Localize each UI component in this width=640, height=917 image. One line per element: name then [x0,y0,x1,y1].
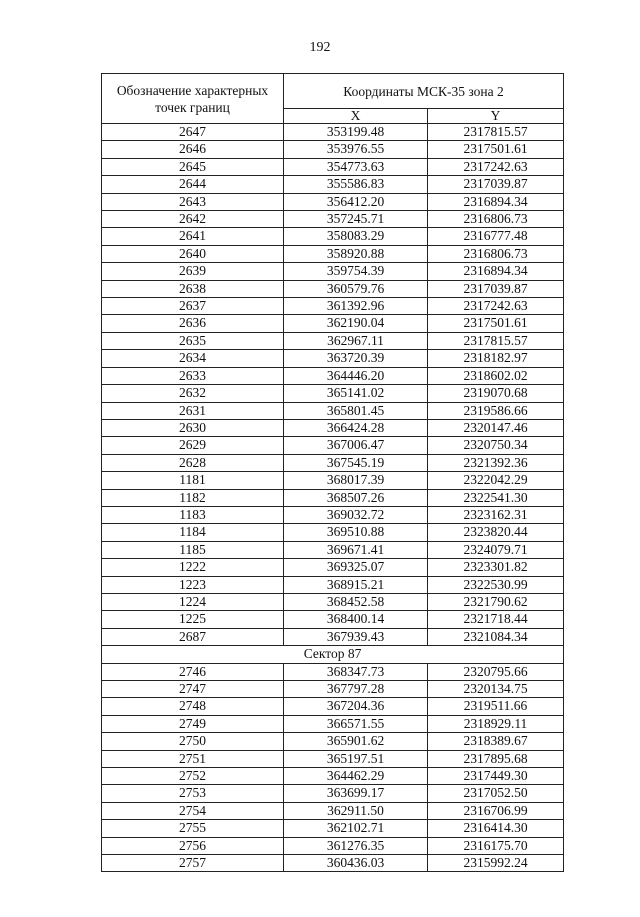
x-cell: 362911.50 [284,802,428,819]
table-row [102,245,564,262]
point-id-cell: 2747 [102,681,284,698]
point-id-cell: 1223 [102,576,284,593]
y-cell: 2319070.68 [428,385,564,402]
table-row [102,141,564,158]
y-cell: 2317449.30 [428,768,564,785]
x-cell: 367939.43 [284,628,428,645]
x-cell: 354773.63 [284,158,428,175]
point-id-cell: 2643 [102,193,284,210]
y-cell: 2316175.70 [428,837,564,854]
table-row [102,298,564,315]
sector-label: Сектор 87 [102,646,564,663]
x-cell: 367797.28 [284,681,428,698]
point-id-cell: 2642 [102,211,284,228]
point-id-cell: 2748 [102,698,284,715]
table-row [102,802,564,819]
x-cell: 369510.88 [284,524,428,541]
point-id-cell: 2645 [102,158,284,175]
x-cell: 369032.72 [284,506,428,523]
x-cell: 366424.28 [284,419,428,436]
x-cell: 357245.71 [284,211,428,228]
y-cell: 2317501.61 [428,315,564,332]
point-id-cell: 1181 [102,472,284,489]
y-cell: 2317895.68 [428,750,564,767]
table-row [102,611,564,628]
table-row [102,280,564,297]
x-cell: 367204.36 [284,698,428,715]
x-cell: 358920.88 [284,245,428,262]
y-cell: 2316806.73 [428,245,564,262]
x-cell: 368017.39 [284,472,428,489]
table-row [102,837,564,854]
y-cell: 2317242.63 [428,158,564,175]
y-cell: 2316806.73 [428,211,564,228]
point-id-cell: 2640 [102,245,284,262]
table-row [102,785,564,802]
y-cell: 2320147.46 [428,419,564,436]
point-id-cell: 2629 [102,437,284,454]
x-cell: 358083.29 [284,228,428,245]
table-row [102,367,564,384]
header-x: X [284,109,428,124]
table-row [102,559,564,576]
y-cell: 2322530.99 [428,576,564,593]
y-cell: 2318602.02 [428,367,564,384]
x-cell: 368507.26 [284,489,428,506]
table-row [102,419,564,436]
table-row [102,385,564,402]
table-body-sector [102,663,564,872]
y-cell: 2321084.34 [428,628,564,645]
point-id-cell: 2638 [102,280,284,297]
point-id-cell: 2756 [102,837,284,854]
point-id-cell: 2631 [102,402,284,419]
point-id-cell: 2639 [102,263,284,280]
table-row [102,820,564,837]
point-id-cell: 2749 [102,715,284,732]
x-cell: 361276.35 [284,837,428,854]
table-row [102,158,564,175]
x-cell: 355586.83 [284,176,428,193]
x-cell: 353199.48 [284,124,428,141]
x-cell: 365901.62 [284,733,428,750]
point-id-cell: 2687 [102,628,284,645]
x-cell: 363720.39 [284,350,428,367]
y-cell: 2322042.29 [428,472,564,489]
point-id-cell: 2634 [102,350,284,367]
x-cell: 359754.39 [284,263,428,280]
y-cell: 2318929.11 [428,715,564,732]
x-cell: 364462.29 [284,768,428,785]
table-row [102,715,564,732]
y-cell: 2316706.99 [428,802,564,819]
x-cell: 367545.19 [284,454,428,471]
table-row [102,506,564,523]
table-row [102,489,564,506]
x-cell: 364446.20 [284,367,428,384]
point-id-cell: 2754 [102,802,284,819]
header-point-name: Обозначение характерных точек границ [102,74,284,124]
y-cell: 2316894.34 [428,263,564,280]
x-cell: 368400.14 [284,611,428,628]
point-id-cell: 1182 [102,489,284,506]
y-cell: 2321392.36 [428,454,564,471]
x-cell: 362190.04 [284,315,428,332]
table-row [102,855,564,872]
x-cell: 369325.07 [284,559,428,576]
y-cell: 2318182.97 [428,350,564,367]
point-id-cell: 2750 [102,733,284,750]
y-cell: 2317039.87 [428,280,564,297]
sector-row [102,646,564,663]
y-cell: 2315992.24 [428,855,564,872]
table-row [102,472,564,489]
x-cell: 363699.17 [284,785,428,802]
point-id-cell: 2630 [102,419,284,436]
point-id-cell: 2646 [102,141,284,158]
point-id-cell: 1184 [102,524,284,541]
table-row [102,698,564,715]
y-cell: 2316414.30 [428,820,564,837]
y-cell: 2320134.75 [428,681,564,698]
x-cell: 360579.76 [284,280,428,297]
point-id-cell: 1222 [102,559,284,576]
table-row [102,681,564,698]
point-id-cell: 2628 [102,454,284,471]
table-row [102,663,564,680]
y-cell: 2316894.34 [428,193,564,210]
y-cell: 2317242.63 [428,298,564,315]
coordinates-table [101,73,564,872]
table-row [102,124,564,141]
table-row [102,454,564,471]
y-cell: 2321718.44 [428,611,564,628]
table-row [102,315,564,332]
point-id-cell: 2641 [102,228,284,245]
table-row [102,628,564,645]
x-cell: 367006.47 [284,437,428,454]
table-row [102,750,564,767]
table-row [102,768,564,785]
table-body-main [102,124,564,646]
x-cell: 369671.41 [284,541,428,558]
y-cell: 2317039.87 [428,176,564,193]
table-row [102,541,564,558]
table-row [102,193,564,210]
x-cell: 356412.20 [284,193,428,210]
point-id-cell: 2755 [102,820,284,837]
x-cell: 365197.51 [284,750,428,767]
y-cell: 2320750.34 [428,437,564,454]
x-cell: 362967.11 [284,332,428,349]
page-number: 192 [309,40,331,55]
x-cell: 361392.96 [284,298,428,315]
point-id-cell: 2751 [102,750,284,767]
x-cell: 368347.73 [284,663,428,680]
point-id-cell: 2636 [102,315,284,332]
table-row [102,437,564,454]
point-id-cell: 1185 [102,541,284,558]
x-cell: 365141.02 [284,385,428,402]
x-cell: 362102.71 [284,820,428,837]
point-id-cell: 1183 [102,506,284,523]
point-id-cell: 2752 [102,768,284,785]
y-cell: 2318389.67 [428,733,564,750]
y-cell: 2320795.66 [428,663,564,680]
y-cell: 2319586.66 [428,402,564,419]
y-cell: 2316777.48 [428,228,564,245]
header-coordinates: Координаты МСК-35 зона 2 [284,74,564,109]
point-id-cell: 2633 [102,367,284,384]
point-id-cell: 1225 [102,611,284,628]
table-row [102,576,564,593]
table-row [102,211,564,228]
x-cell: 353976.55 [284,141,428,158]
point-id-cell: 2757 [102,855,284,872]
header-y: Y [428,109,564,124]
y-cell: 2323162.31 [428,506,564,523]
point-id-cell: 2746 [102,663,284,680]
y-cell: 2317815.57 [428,332,564,349]
x-cell: 365801.45 [284,402,428,419]
x-cell: 368452.58 [284,593,428,610]
table-row [102,524,564,541]
point-id-cell: 2647 [102,124,284,141]
y-cell: 2317501.61 [428,141,564,158]
point-id-cell: 2635 [102,332,284,349]
x-cell: 366571.55 [284,715,428,732]
point-id-cell: 1224 [102,593,284,610]
x-cell: 368915.21 [284,576,428,593]
y-cell: 2321790.62 [428,593,564,610]
table-row [102,263,564,280]
y-cell: 2317815.57 [428,124,564,141]
table-row [102,350,564,367]
y-cell: 2319511.66 [428,698,564,715]
y-cell: 2317052.50 [428,785,564,802]
point-id-cell: 2644 [102,176,284,193]
y-cell: 2322541.30 [428,489,564,506]
point-id-cell: 2637 [102,298,284,315]
table-row [102,733,564,750]
y-cell: 2323301.82 [428,559,564,576]
point-id-cell: 2632 [102,385,284,402]
table-row [102,593,564,610]
y-cell: 2323820.44 [428,524,564,541]
table-row [102,228,564,245]
y-cell: 2324079.71 [428,541,564,558]
table-row [102,176,564,193]
point-id-cell: 2753 [102,785,284,802]
sector-row-group [102,646,564,663]
x-cell: 360436.03 [284,855,428,872]
table-row [102,402,564,419]
table-row [102,332,564,349]
